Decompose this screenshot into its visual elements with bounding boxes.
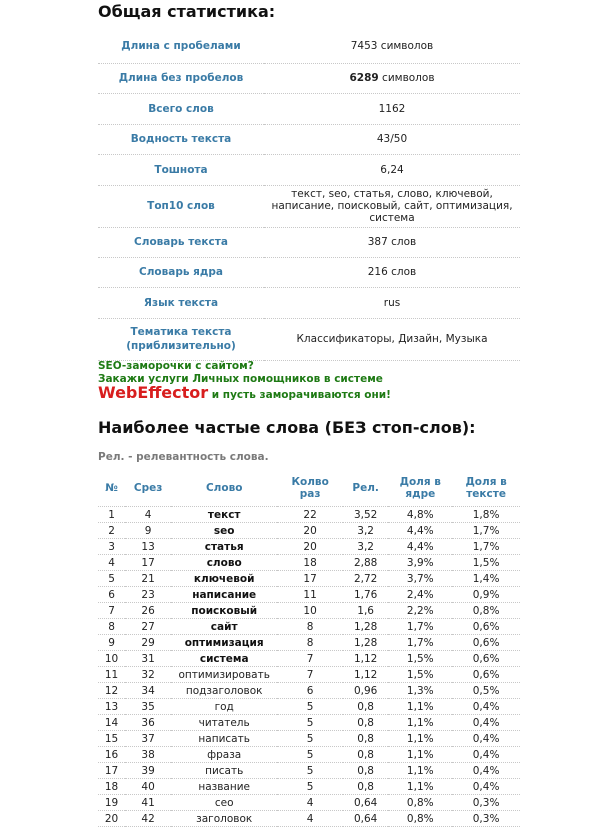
promo-line-3 bbox=[98, 383, 391, 402]
text-share: 0,3% bbox=[452, 795, 520, 811]
text-share: 0,4% bbox=[452, 763, 520, 779]
row-number: 10 bbox=[98, 651, 125, 667]
row-number: 13 bbox=[98, 699, 125, 715]
row-number: 5 bbox=[98, 571, 125, 587]
row-number: 18 bbox=[98, 779, 125, 795]
core-share: 1,1% bbox=[388, 715, 452, 731]
relevance-value: 0,8 bbox=[343, 747, 388, 763]
text-share: 1,5% bbox=[452, 555, 520, 571]
cut-value: 41 bbox=[125, 795, 171, 811]
cut-value: 34 bbox=[125, 683, 171, 699]
stats-label: Тошнота bbox=[98, 154, 264, 185]
row-number: 12 bbox=[98, 683, 125, 699]
stats-label: Тематика текста (приблизительно) bbox=[98, 318, 264, 360]
stats-label: Длина без пробелов bbox=[98, 63, 264, 93]
relevance-value: 0,64 bbox=[343, 811, 388, 827]
relevance-value: 1,12 bbox=[343, 651, 388, 667]
stats-row bbox=[98, 185, 520, 227]
row-number: 2 bbox=[98, 523, 125, 539]
core-share: 1,5% bbox=[388, 667, 452, 683]
relevance-value: 1,6 bbox=[343, 603, 388, 619]
relevance-value: 3,2 bbox=[343, 523, 388, 539]
word-cell: заголовок bbox=[171, 811, 277, 827]
count-value: 11 bbox=[277, 587, 343, 603]
promo-line-1: SEO-заморочки с сайтом? bbox=[98, 360, 254, 372]
core-share: 1,1% bbox=[388, 699, 452, 715]
table-row bbox=[98, 539, 520, 555]
stats-value: текст, seo, статья, слово, ключевой, написание, поисковый, сайт, оптимизация, система bbox=[264, 185, 520, 227]
row-number: 1 bbox=[98, 507, 125, 523]
row-number: 19 bbox=[98, 795, 125, 811]
relevance-value: 1,76 bbox=[343, 587, 388, 603]
column-header: Доля в тексте bbox=[452, 470, 520, 507]
stats-value: 387 слов bbox=[264, 227, 520, 257]
stats-row bbox=[98, 93, 520, 124]
core-share: 0,8% bbox=[388, 795, 452, 811]
stats-row bbox=[98, 63, 520, 93]
count-value: 5 bbox=[277, 763, 343, 779]
core-share: 3,7% bbox=[388, 571, 452, 587]
cut-value: 35 bbox=[125, 699, 171, 715]
count-value: 4 bbox=[277, 811, 343, 827]
core-share: 4,8% bbox=[388, 507, 452, 523]
word-cell: писать bbox=[171, 763, 277, 779]
table-row bbox=[98, 571, 520, 587]
table-row bbox=[98, 683, 520, 699]
count-value: 20 bbox=[277, 539, 343, 555]
table-row bbox=[98, 651, 520, 667]
text-share: 0,4% bbox=[452, 747, 520, 763]
relevance-value: 0,8 bbox=[343, 731, 388, 747]
core-share: 1,1% bbox=[388, 763, 452, 779]
core-share: 2,4% bbox=[388, 587, 452, 603]
relevance-value: 2,72 bbox=[343, 571, 388, 587]
core-share: 1,1% bbox=[388, 747, 452, 763]
table-row bbox=[98, 795, 520, 811]
cut-value: 37 bbox=[125, 731, 171, 747]
count-value: 7 bbox=[277, 667, 343, 683]
relevance-note: Рел. - релевантность слова. bbox=[98, 451, 269, 463]
cut-value: 9 bbox=[125, 523, 171, 539]
stats-value: 7453 символов bbox=[264, 30, 520, 63]
frequent-words-title: Наиболее частые слова (БЕЗ стоп-слов): bbox=[98, 418, 476, 437]
word-cell: название bbox=[171, 779, 277, 795]
count-value: 4 bbox=[277, 795, 343, 811]
table-row bbox=[98, 699, 520, 715]
table-row bbox=[98, 715, 520, 731]
table-row bbox=[98, 587, 520, 603]
text-share: 0,4% bbox=[452, 699, 520, 715]
column-header: Срез bbox=[125, 470, 171, 507]
core-share: 2,2% bbox=[388, 603, 452, 619]
promo-line-2: Закажи услуги Личных помощников в системе bbox=[98, 373, 383, 385]
relevance-value: 3,52 bbox=[343, 507, 388, 523]
core-share: 0,8% bbox=[388, 811, 452, 827]
text-share: 0,6% bbox=[452, 667, 520, 683]
count-value: 18 bbox=[277, 555, 343, 571]
word-cell: написать bbox=[171, 731, 277, 747]
frequent-words-table bbox=[98, 470, 520, 827]
core-share: 1,5% bbox=[388, 651, 452, 667]
word-cell: текст bbox=[171, 507, 277, 523]
cut-value: 23 bbox=[125, 587, 171, 603]
relevance-value: 2,88 bbox=[343, 555, 388, 571]
table-row bbox=[98, 523, 520, 539]
stats-row bbox=[98, 30, 520, 63]
table-row bbox=[98, 603, 520, 619]
cut-value: 29 bbox=[125, 635, 171, 651]
text-share: 1,4% bbox=[452, 571, 520, 587]
webeffector-link[interactable]: WebEffector bbox=[98, 383, 209, 402]
word-cell: слово bbox=[171, 555, 277, 571]
row-number: 9 bbox=[98, 635, 125, 651]
stats-value: rus bbox=[264, 287, 520, 318]
row-number: 4 bbox=[98, 555, 125, 571]
relevance-value: 0,8 bbox=[343, 715, 388, 731]
text-share: 0,4% bbox=[452, 715, 520, 731]
cut-value: 40 bbox=[125, 779, 171, 795]
stats-value: 43/50 bbox=[264, 124, 520, 154]
row-number: 8 bbox=[98, 619, 125, 635]
cut-value: 42 bbox=[125, 811, 171, 827]
word-cell: год bbox=[171, 699, 277, 715]
text-share: 0,3% bbox=[452, 811, 520, 827]
table-row bbox=[98, 507, 520, 523]
text-share: 1,7% bbox=[452, 539, 520, 555]
cut-value: 31 bbox=[125, 651, 171, 667]
cut-value: 36 bbox=[125, 715, 171, 731]
text-share: 1,7% bbox=[452, 523, 520, 539]
word-cell: seo bbox=[171, 523, 277, 539]
stats-value: 216 слов bbox=[264, 257, 520, 287]
text-share: 0,9% bbox=[452, 587, 520, 603]
stats-row bbox=[98, 227, 520, 257]
row-number: 20 bbox=[98, 811, 125, 827]
cut-value: 4 bbox=[125, 507, 171, 523]
column-header: № bbox=[98, 470, 125, 507]
stats-value: Классификаторы, Дизайн, Музыка bbox=[264, 318, 520, 360]
relevance-value: 1,28 bbox=[343, 619, 388, 635]
core-share: 4,4% bbox=[388, 539, 452, 555]
core-share: 1,1% bbox=[388, 731, 452, 747]
word-cell: читатель bbox=[171, 715, 277, 731]
row-number: 7 bbox=[98, 603, 125, 619]
stats-value: 6,24 bbox=[264, 154, 520, 185]
row-number: 3 bbox=[98, 539, 125, 555]
count-value: 8 bbox=[277, 619, 343, 635]
table-row bbox=[98, 555, 520, 571]
relevance-value: 3,2 bbox=[343, 539, 388, 555]
row-number: 15 bbox=[98, 731, 125, 747]
row-number: 11 bbox=[98, 667, 125, 683]
core-share: 1,3% bbox=[388, 683, 452, 699]
general-stats-title: Общая статистика: bbox=[98, 2, 276, 21]
core-share: 3,9% bbox=[388, 555, 452, 571]
table-row bbox=[98, 811, 520, 827]
word-cell: написание bbox=[171, 587, 277, 603]
count-value: 10 bbox=[277, 603, 343, 619]
relevance-value: 0,64 bbox=[343, 795, 388, 811]
row-number: 17 bbox=[98, 763, 125, 779]
word-cell: подзаголовок bbox=[171, 683, 277, 699]
promo-line-3-text: и пусть заморачиваются они! bbox=[208, 389, 391, 401]
general-stats-table bbox=[98, 30, 520, 361]
cut-value: 39 bbox=[125, 763, 171, 779]
word-cell: сайт bbox=[171, 619, 277, 635]
stats-row bbox=[98, 154, 520, 185]
count-value: 7 bbox=[277, 651, 343, 667]
promo-block bbox=[98, 360, 391, 402]
table-row bbox=[98, 667, 520, 683]
column-header: Рел. bbox=[343, 470, 388, 507]
stats-value-number: 6289 bbox=[349, 72, 379, 84]
core-share: 4,4% bbox=[388, 523, 452, 539]
cut-value: 21 bbox=[125, 571, 171, 587]
word-cell: фраза bbox=[171, 747, 277, 763]
text-share: 0,4% bbox=[452, 731, 520, 747]
column-header: Слово bbox=[171, 470, 277, 507]
table-row bbox=[98, 731, 520, 747]
stats-label: Топ10 слов bbox=[98, 185, 264, 227]
count-value: 5 bbox=[277, 731, 343, 747]
text-share: 0,8% bbox=[452, 603, 520, 619]
count-value: 5 bbox=[277, 715, 343, 731]
row-number: 16 bbox=[98, 747, 125, 763]
stats-label: Словарь ядра bbox=[98, 257, 264, 287]
word-cell: поисковый bbox=[171, 603, 277, 619]
text-share: 0,4% bbox=[452, 779, 520, 795]
word-cell: система bbox=[171, 651, 277, 667]
text-share: 0,6% bbox=[452, 619, 520, 635]
table-row bbox=[98, 779, 520, 795]
cut-value: 27 bbox=[125, 619, 171, 635]
word-cell: оптимизировать bbox=[171, 667, 277, 683]
count-value: 22 bbox=[277, 507, 343, 523]
stats-label: Язык текста bbox=[98, 287, 264, 318]
count-value: 6 bbox=[277, 683, 343, 699]
stats-label: Словарь текста bbox=[98, 227, 264, 257]
text-share: 0,6% bbox=[452, 635, 520, 651]
word-cell: статья bbox=[171, 539, 277, 555]
count-value: 8 bbox=[277, 635, 343, 651]
stats-label: Всего слов bbox=[98, 93, 264, 124]
cut-value: 26 bbox=[125, 603, 171, 619]
table-row bbox=[98, 763, 520, 779]
relevance-value: 0,8 bbox=[343, 763, 388, 779]
stats-row bbox=[98, 257, 520, 287]
word-cell: ключевой bbox=[171, 571, 277, 587]
count-value: 5 bbox=[277, 747, 343, 763]
row-number: 6 bbox=[98, 587, 125, 603]
cut-value: 32 bbox=[125, 667, 171, 683]
text-share: 1,8% bbox=[452, 507, 520, 523]
stats-row bbox=[98, 287, 520, 318]
count-value: 5 bbox=[277, 699, 343, 715]
relevance-value: 1,12 bbox=[343, 667, 388, 683]
core-share: 1,1% bbox=[388, 779, 452, 795]
table-row bbox=[98, 619, 520, 635]
word-cell: сео bbox=[171, 795, 277, 811]
stats-row bbox=[98, 318, 520, 360]
text-share: 0,5% bbox=[452, 683, 520, 699]
row-number: 14 bbox=[98, 715, 125, 731]
word-cell: оптимизация bbox=[171, 635, 277, 651]
column-header: Доля в ядре bbox=[388, 470, 452, 507]
stats-value: 1162 bbox=[264, 93, 520, 124]
stats-label: Водность текста bbox=[98, 124, 264, 154]
core-share: 1,7% bbox=[388, 619, 452, 635]
table-row bbox=[98, 747, 520, 763]
stats-label: Длина с пробелами bbox=[98, 30, 264, 63]
cut-value: 17 bbox=[125, 555, 171, 571]
relevance-value: 0,8 bbox=[343, 699, 388, 715]
stats-value-unit: символов bbox=[378, 72, 435, 84]
relevance-value: 0,8 bbox=[343, 779, 388, 795]
core-share: 1,7% bbox=[388, 635, 452, 651]
count-value: 20 bbox=[277, 523, 343, 539]
cut-value: 38 bbox=[125, 747, 171, 763]
count-value: 17 bbox=[277, 571, 343, 587]
relevance-value: 0,96 bbox=[343, 683, 388, 699]
cut-value: 13 bbox=[125, 539, 171, 555]
table-row bbox=[98, 635, 520, 651]
count-value: 5 bbox=[277, 779, 343, 795]
stats-value bbox=[264, 63, 520, 93]
relevance-value: 1,28 bbox=[343, 635, 388, 651]
column-header: Колво раз bbox=[277, 470, 343, 507]
stats-row bbox=[98, 124, 520, 154]
text-share: 0,6% bbox=[452, 651, 520, 667]
